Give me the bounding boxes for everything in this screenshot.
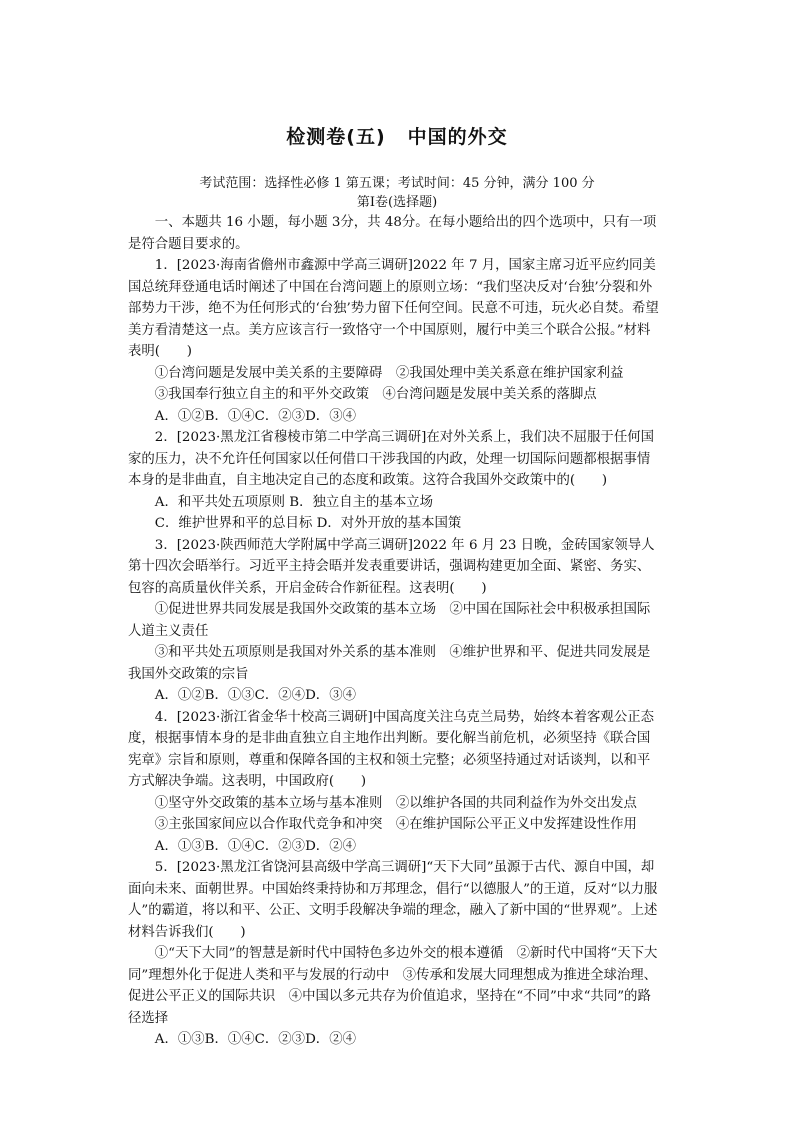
statement-line: ①台湾问题是发展中美关系的主要障碍 ②我国处理中美关系意在维护国家利益: [154, 365, 624, 381]
statement-line: ①“天下大同”的智慧是新时代中国特色多边外交的根本遵循 ②新时代中国将“天下大同”理想外化于促进人类和平与发展的行动中 ③传承和发展大同理想成为推进全球治理、促进公平正义的国际共识 ④中国以多元共存为价值追求，坚持在“不同”中求“共同”的路径选择: [128, 946, 658, 1026]
question-stem: 1．[2023·海南省儋州市鑫源中学高三调研]2022 年 7 月，国家主席习近平应约同美国总统拜登通电话时阐述了中国在台湾问题上的原则立场：“我们坚决反对‘台独’分裂和外部势力干涉，绝不为任何形式的‘台独’势力留下任何空间。民意不可违，玩火必自焚。希望美方看清楚这一点。美方应该言行一致恪守一个中国原则，履行中美三个联合公报。”材料表明( ): [128, 258, 659, 359]
question-4: [128, 707, 662, 858]
question-2: [128, 427, 662, 535]
instructions: 一、本题共 16 小题，每小题 3分，共 48分。在每小题给出的四个选项中，只有一项是符合题目要求的。: [128, 215, 657, 252]
statement-line: ①促进世界共同发展是我国外交政策的基本立场 ②中国在国际社会中积极承担国际人道主义责任: [128, 602, 651, 639]
answer-choices: C．维护世界和平的总目标 D．对外开放的基本国策: [154, 516, 462, 531]
question-5: [128, 857, 662, 1051]
title-part2: 中国的外交: [407, 126, 508, 148]
exam-info: 考试范围：选择性必修 1 第五课；考试时间：45 分钟，满分 100 分: [199, 176, 595, 191]
question-body: [128, 212, 662, 1051]
answer-choices: A．和平共处五项原则 B．独立自主的基本立场: [154, 494, 433, 510]
page-title: [0, 122, 794, 149]
question-stem: 4．[2023·浙江省金华十校高三调研]中国高度关注乌克兰局势，始终本着客观公正态度，根据事情本身的是非曲直独立自主地作出判断。要化解当前危机，必须坚持《联合国宪章》宗旨和原则，尊重和保障各国的主权和领土完整；必须坚持通过对话谈判，以和平方式解决争端。这表明，中国政府( ): [128, 709, 654, 789]
statement-line: ③主张国家间应以合作取代竞争和冲突 ④在维护国际公平正义中发挥建设性作用: [154, 817, 637, 832]
question-stem: 2．[2023·黑龙江省穆棱市第二中学高三调研]在对外关系上，我们决不屈服于任何国家的压力，决不允许任何国家以任何借口干涉我国的内政，处理一切国际问题都根据事情本身的是非曲直，自主地决定自己的态度和政策。这符合我国外交政策中的( ): [128, 430, 654, 488]
statement-line: ③我国奉行独立自主的和平外交政策 ④台湾问题是发展中美关系的落脚点: [154, 387, 597, 402]
question-stem: 3．[2023·陕西师范大学附属中学高三调研]2022 年 6 月 23 日晚，金砖国家领导人第十四次会晤举行。习近平主持会晤并发表重要讲话，强调构建更加全面、紧密、务实、包容的高质量伙伴关系，开启金砖合作新征程。这表明( ): [128, 537, 655, 596]
answer-choices: A．①③B．①④C．②③D．②④: [154, 838, 356, 854]
answer-choices: A．①②B．①④C．②③D．③④: [154, 408, 356, 424]
statement-line: ①坚守外交政策的基本立场与基本准则 ②以维护各国的共同利益作为外交出发点: [154, 795, 637, 811]
question-1: [128, 255, 662, 427]
question-stem: 5．[2023·黑龙江省饶河县高级中学高三调研]“天下大同”虽源于古代、源自中国，却面向未来、面朝世界。中国始终秉持协和万邦理念，倡行“以德服人”的王道，反对“以力服人”的霸道，将以和平、公正、文明手段解决争端的理念，融入了新中国的“世界观”。上述材料告诉我们( ): [128, 860, 658, 940]
answer-choices: A．①③B．①④C．②③D．②④: [154, 1032, 356, 1047]
answer-choices: A．①②B．①③C．②④D．③④: [154, 688, 356, 703]
question-3: [128, 535, 662, 707]
title-part1: 检测卷(五): [286, 126, 386, 148]
statement-line: ③和平共处五项原则是我国对外关系的基本准则 ④维护世界和平、促进共同发展是我国外交政策的宗旨: [128, 645, 651, 682]
exam-meta: [0, 175, 794, 212]
section-title: 第Ⅰ卷(选择题): [356, 195, 438, 210]
